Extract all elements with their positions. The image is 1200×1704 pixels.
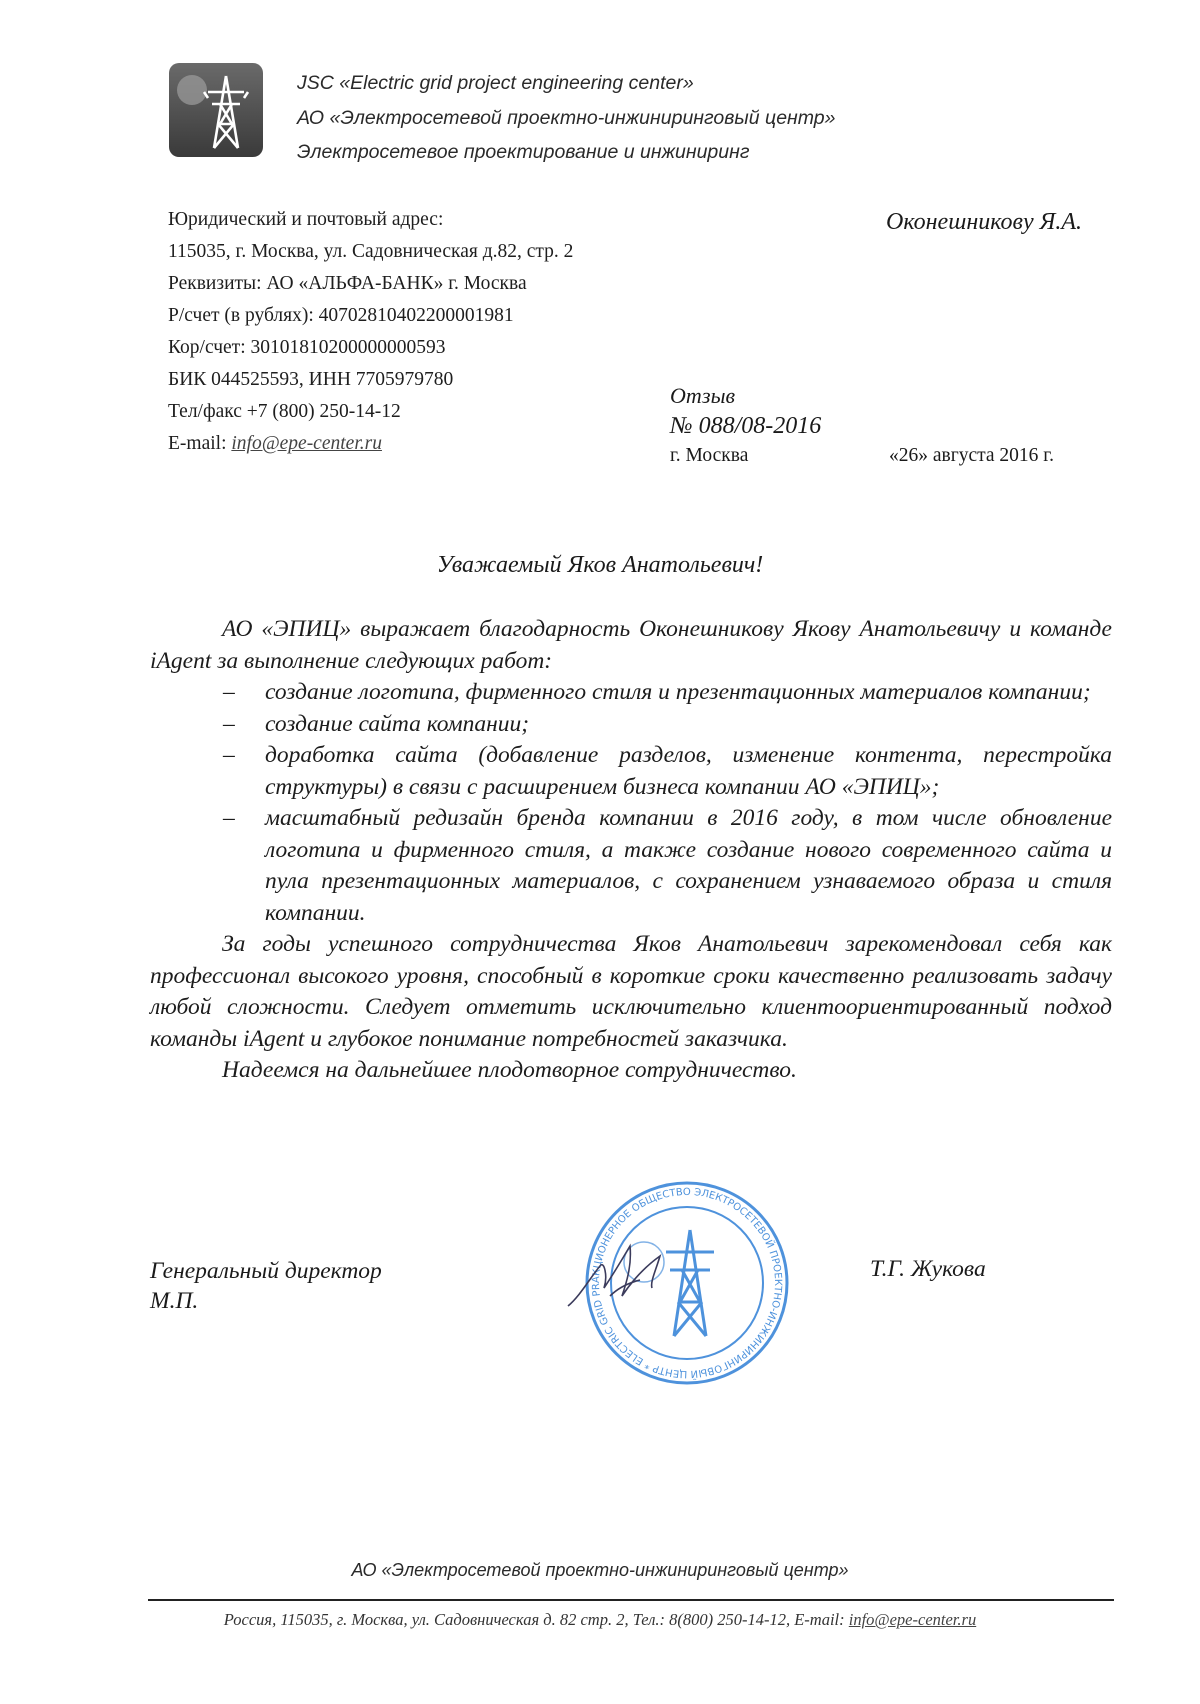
account-number: Р/счет (в рублях): 40702810402200001981 <box>168 305 514 326</box>
handwritten-signature <box>560 1226 710 1316</box>
bullet-dash: – <box>223 679 235 705</box>
email-link[interactable]: info@epe-center.ru <box>231 433 382 454</box>
review-title: Отзыв <box>670 383 736 408</box>
header-title-en: JSC «Electric grid project engineering center» <box>297 72 694 94</box>
footer-email-link[interactable]: info@epe-center.ru <box>848 1610 977 1629</box>
phone-fax: Тел/факс +7 (800) 250-14-12 <box>168 401 401 422</box>
corr-account: Кор/счет: 30101810200000000593 <box>168 337 446 358</box>
bank-details: Реквизиты: АО «АЛЬФА-БАНК» г. Москва <box>168 273 527 294</box>
bullet-dash: – <box>223 805 235 831</box>
signer-position: Генеральный директор <box>150 1258 382 1284</box>
greeting: Уважаемый Яков Анатольевич! <box>436 552 764 578</box>
closing-paragraph: Надеемся на дальнейшее плодотворное сотрудничество. <box>222 1057 797 1083</box>
header-subtitle: Электросетевое проектирование и инжиниринг <box>297 141 750 163</box>
footer-address <box>0 1610 1200 1630</box>
company-logo <box>168 62 264 158</box>
seal-mark: М.П. <box>150 1288 199 1314</box>
email-label: E-mail: <box>168 433 232 454</box>
signature-block <box>150 1256 382 1316</box>
list-item: – создание сайта компании; <box>150 709 1112 741</box>
header-title-ru: АО «Электросетевой проектно-инжиниринговый центр» <box>297 107 836 129</box>
bullet-dash: – <box>223 710 235 737</box>
review-city: г. Москва <box>670 445 749 466</box>
footer-divider <box>148 1599 1114 1601</box>
main-paragraph: За годы успешного сотрудничества Яков Анатольевич зарекомендовал себя как профессионал высокого уровня, способный в короткие сроки качественно реализовать задачу любой сложности. Следует отметить исключительно клиентоориентированный подход команды iAgent и глубокое понимание потребностей заказчика. <box>150 931 1112 1052</box>
address-street: 115035, г. Москва, ул. Садовническая д.82, стр. 2 <box>168 241 574 262</box>
review-number: № 088/08-2016 <box>670 413 822 439</box>
bik-inn: БИК 044525593, ИНН 7705979780 <box>168 369 454 390</box>
bullet-dash: – <box>223 742 235 768</box>
review-date: «26» августа 2016 г. <box>889 445 1054 466</box>
list-item: – масштабный редизайн бренда компании в 2016 году, в том числе обновление логотипа и фирменного стиля, а также создание нового современного сайта и пула презентационных материалов, с сохранением узнаваемого образа и стиля компании. <box>223 805 1112 926</box>
recipient: Оконешникову Я.А. <box>886 209 1083 235</box>
list-item: – доработка сайта (добавление разделов, изменение контента, перестройка структуры) в связи с расширением бизнеса компании АО «ЭПИЦ»; <box>223 742 1112 800</box>
works-list <box>150 677 1112 929</box>
address-label: Юридический и почтовый адрес: <box>168 209 444 230</box>
letter-body <box>150 614 1112 1087</box>
stamp-text: АКЦИОНЕРНОЕ ОБЩЕСТВО ЭЛЕКТРОСЕТЕВОЙ ПРОЕКТНО-ИНЖИНИРИНГОВЫЙ ЦЕНТР * ELECTRIC GRID PR <box>590 1186 784 1380</box>
email-line <box>168 433 382 455</box>
signer-name: Т.Г. Жукова <box>870 1256 986 1282</box>
list-item: – создание логотипа, фирменного стиля и презентационных материалов компании; <box>150 677 1112 709</box>
footer-company: АО «Электросетевой проектно-инжиниринговый центр» <box>351 1560 849 1580</box>
footer-address-text: Россия, 115035, г. Москва, ул. Садовническая д. 82 стр. 2, Тел.: 8(800) 250-14-12, E-mail: <box>223 1610 849 1629</box>
intro-paragraph: АО «ЭПИЦ» выражает благодарность Оконешникову Якову Анатольевичу и команде iAgent за выполнение следующих работ: <box>150 616 1112 674</box>
